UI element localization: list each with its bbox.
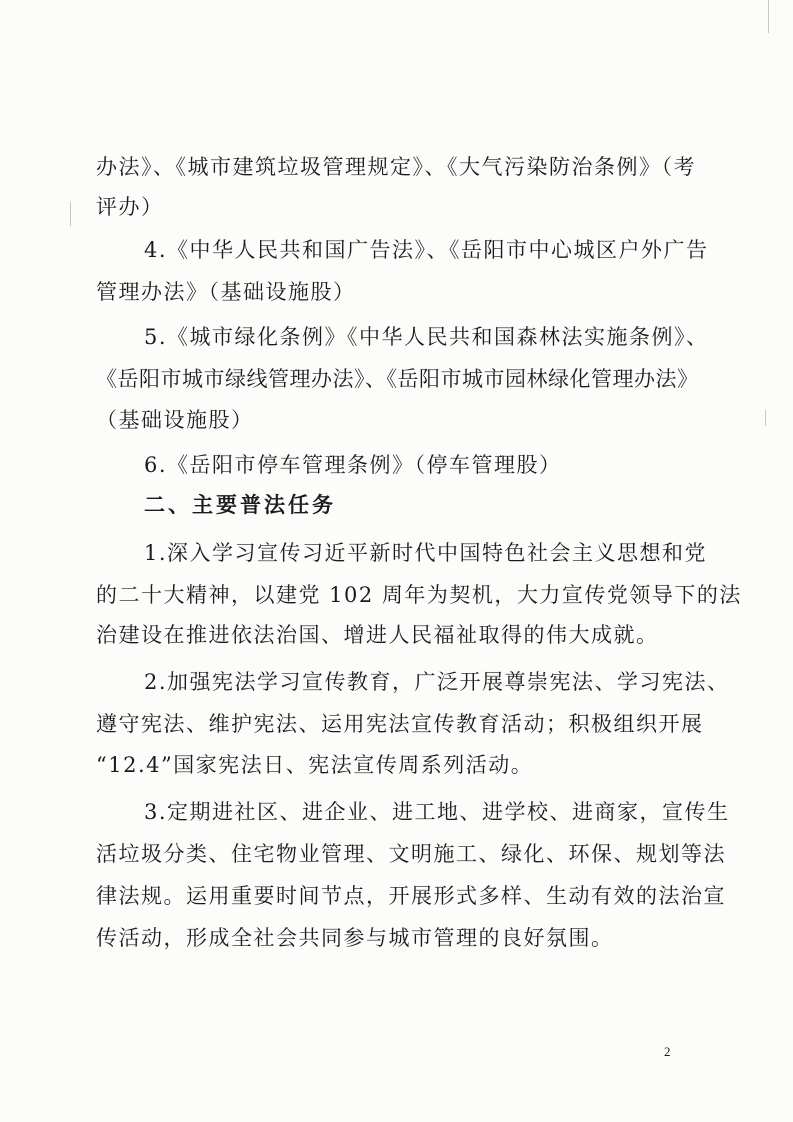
scan-mark [765, 410, 766, 426]
text-line-10: 1.深入学习宣传习近平新时代中国特色社会主义思想和党 [144, 541, 708, 565]
text-line-11: 的二十大精神，以建党 102 周年为契机，大力宣传党领导下的法 [96, 583, 742, 607]
text-line-14: 遵守宪法、维护宪法、运用宪法宣传教育活动；积极组织开展 [96, 712, 704, 736]
text-line-15: “12.4”国家宪法日、宪法宣传周系列活动。 [96, 753, 534, 777]
text-line-16: 3.定期进社区、进企业、进工地、进学校、进商家，宣传生 [144, 800, 730, 824]
text-line-5: 5.《城市绿化条例》《中华人民共和国森林法实施条例》、 [144, 325, 709, 349]
text-line-19: 传活动，形成全社会共同参与城市管理的良好氛围。 [96, 926, 614, 950]
text-line-13: 2.加强宪法学习宣传教育，广泛开展尊崇宪法、学习宪法、 [144, 670, 730, 694]
text-line-3: 4.《中华人民共和国广告法》、《岳阳市中心城区户外广告 [144, 238, 709, 262]
scan-mark [768, 0, 769, 33]
text-line-8: 6.《岳阳市停车管理条例》（停车管理股） [144, 453, 562, 477]
text-line-4: 管理办法》（基础设施股） [96, 280, 356, 304]
page-number: 2 [664, 1044, 671, 1059]
text-line-18: 律法规。运用重要时间节点，开展形式多样、生动有效的法治宣 [96, 884, 726, 908]
text-line-1: 办法》、《城市建筑垃圾管理规定》、《大气污染防治条例》（考 [96, 155, 696, 179]
scan-mark [70, 202, 71, 226]
text-line-2: 评办） [96, 195, 164, 219]
section-heading: 二、主要普法任务 [144, 493, 336, 517]
text-line-7: （基础设施股） [96, 408, 254, 432]
text-line-6: 《岳阳市城市绿线管理办法》、《岳阳市城市园林绿化管理办法》 [96, 367, 699, 391]
text-line-17: 活垃圾分类、住宅物业管理、文明施工、绿化、环保、规划等法 [96, 842, 726, 866]
text-line-12: 治建设在推进依法治国、增进人民福祉取得的伟大成就。 [96, 623, 659, 647]
